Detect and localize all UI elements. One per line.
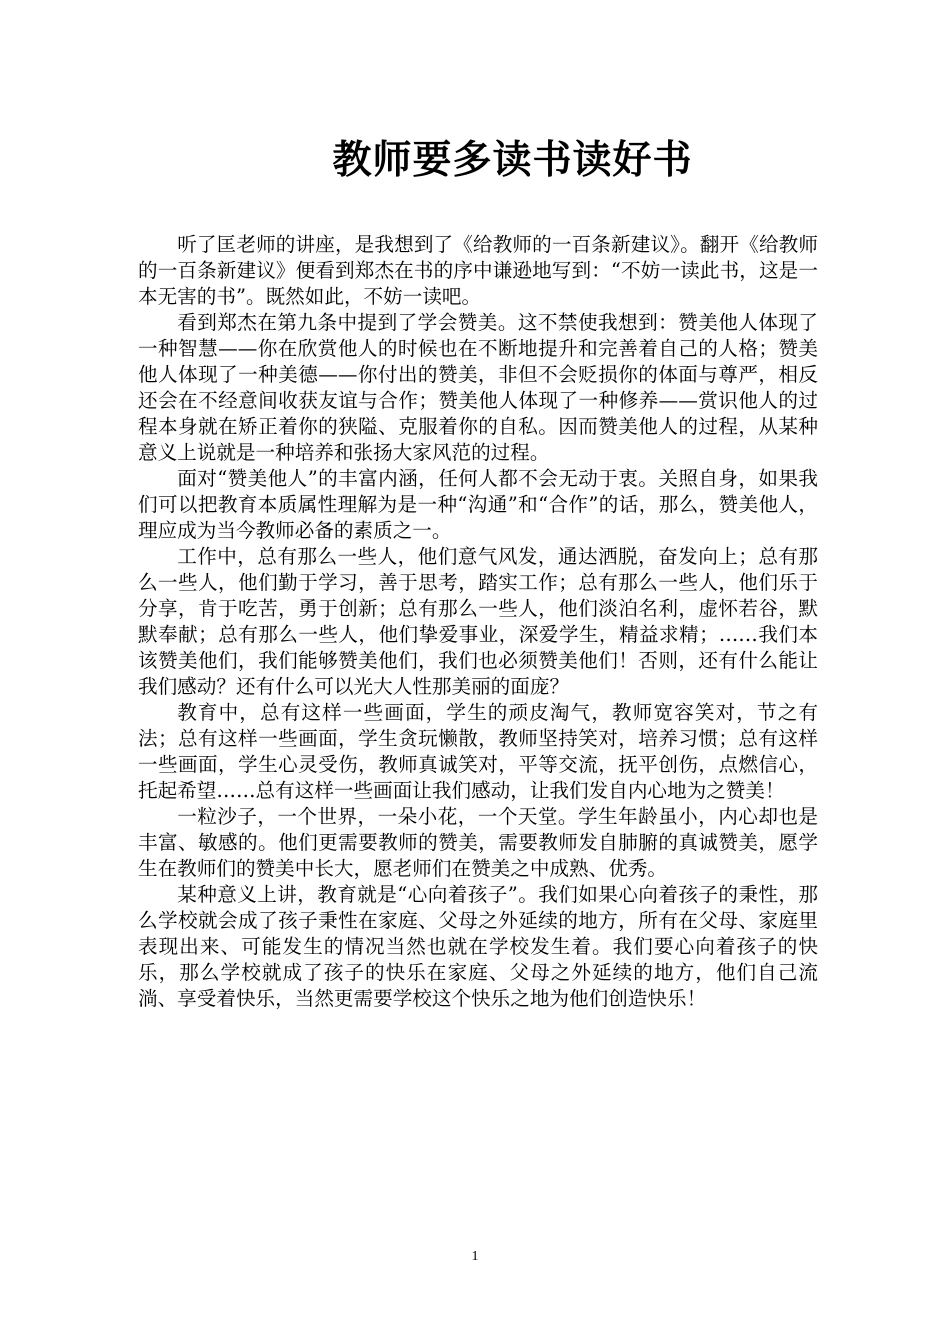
paragraph-2: 看到郑杰在第九条中提到了学会赞美。这不禁使我想到：赞美他人体现了一种智慧——你在欣赏他人的时候也在不断地提升和完善着自己的人格；赞美他人体现了一种美德——你付出的赞美，非但不会贬损你的体面与尊严，相反还会在不经意间收获友谊与合作；赞美他人体现了一种修养——赏识他人的过程本身就在矫正着你的狭隘、克服着你的自私。因而赞美他人的过程，从某种意义上说就是一种培养和张扬大家风范的过程。 (138, 311, 818, 464)
document-body (138, 232, 818, 1012)
document-title: 教师要多读书读好书 (332, 138, 693, 183)
paragraph-1: 听了匡老师的讲座，是我想到了《给教师的一百条新建议》。翻开《给教师的一百条新建议》便看到郑杰在书的序中谦逊地写到：“不妨一读此书，这是一本无害的书”。既然如此，不妨一读吧。 (138, 233, 818, 308)
paragraph-6: 一粒沙子，一个世界，一朵小花，一个天堂。学生年龄虽小，内心却也是丰富、敏感的。他们更需要教师的赞美，需要教师发自肺腑的真诚赞美，愿学生在教师们的赞美中长大，愿老师们在赞美之中成熟、优秀。 (138, 805, 818, 880)
page-number: 1 (471, 1249, 479, 1264)
paragraph-7: 某种意义上讲，教育就是“心向着孩子”。我们如果心向着孩子的秉性，那么学校就会成了孩子秉性在家庭、父母之外延续的地方，所有在父母、家庭里表现出来、可能发生的情况当然也就在学校发生着。我们要心向着孩子的快乐，那么学校就成了孩子的快乐在家庭、父母之外延续的地方，他们自己流淌、享受着快乐，当然更需要学校这个快乐之地为他们创造快乐！ (138, 883, 818, 1010)
paragraph-5: 教育中，总有这样一些画面，学生的顽皮淘气，教师宽容笑对，节之有法；总有这样一些画面，学生贪玩懒散，教师坚持笑对，培养习惯；总有这样一些画面，学生心灵受伤，教师真诚笑对，平等交流，抚平创伤，点燃信心，托起希望……总有这样一些画面让我们感动，让我们发自内心地为之赞美！ (138, 701, 818, 802)
paragraph-4: 工作中，总有那么一些人，他们意气风发，通达洒脱，奋发向上；总有那么一些人，他们勤于学习，善于思考，踏实工作；总有那么一些人，他们乐于分享，肯于吃苦，勇于创新；总有那么一些人，他们淡泊名利，虚怀若谷，默默奉献；总有那么一些人，他们挚爱事业，深爱学生，精益求精；……我们本该赞美他们，我们能够赞美他们，我们也必须赞美他们！否则，还有什么能让我们感动？还有什么可以光大人性那美丽的面庞？ (138, 545, 818, 698)
paragraph-3: 面对“赞美他人”的丰富内涵，任何人都不会无动于衷。关照自身，如果我们可以把教育本质属性理解为是一种“沟通”和“合作”的话，那么，赞美他人，理应成为当今教师必备的素质之一。 (138, 467, 818, 542)
